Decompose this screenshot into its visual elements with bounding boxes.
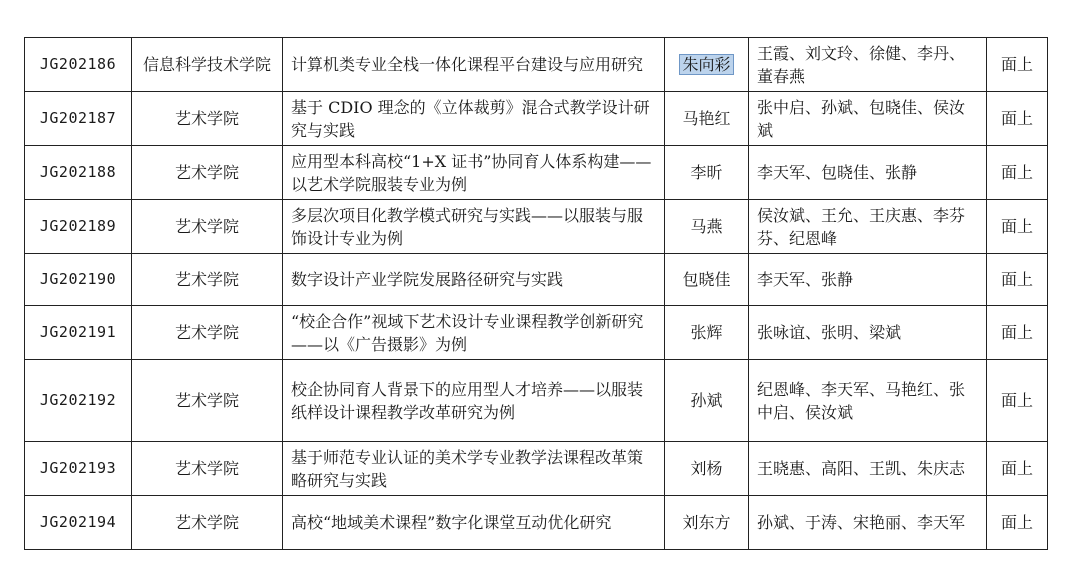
college-cell: 艺术学院 (132, 254, 283, 306)
project-title-cell: 多层次项目化教学模式研究与实践——以服装与服饰设计专业为例 (283, 200, 665, 254)
table-row (25, 92, 1048, 146)
leader-cell: 孙斌 (665, 360, 749, 442)
project-code-cell: JG202186 (25, 38, 132, 92)
project-code-cell: JG202188 (25, 146, 132, 200)
project-title-cell: 高校“地域美术课程”数字化课堂互动优化研究 (283, 496, 665, 550)
table-row (25, 146, 1048, 200)
project-title-cell: “校企合作”视域下艺术设计专业课程教学创新研究——以《广告摄影》为例 (283, 306, 665, 360)
table-row (25, 496, 1048, 550)
leader-cell: 马燕 (665, 200, 749, 254)
college-cell: 信息科学技术学院 (132, 38, 283, 92)
college-cell: 艺术学院 (132, 496, 283, 550)
project-title-cell: 数字设计产业学院发展路径研究与实践 (283, 254, 665, 306)
project-title-cell: 校企协同育人背景下的应用型人才培养——以服装纸样设计课程教学改革研究为例 (283, 360, 665, 442)
college-cell: 艺术学院 (132, 146, 283, 200)
project-type-cell: 面上 (987, 254, 1048, 306)
project-type-cell: 面上 (987, 496, 1048, 550)
project-type-cell: 面上 (987, 306, 1048, 360)
project-title-cell: 应用型本科高校“1+X 证书”协同育人体系构建——以艺术学院服装专业为例 (283, 146, 665, 200)
table-row (25, 442, 1048, 496)
project-type-cell: 面上 (987, 200, 1048, 254)
table-row (25, 360, 1048, 442)
project-code-cell: JG202189 (25, 200, 132, 254)
project-code-cell: JG202192 (25, 360, 132, 442)
project-table-body (25, 38, 1048, 550)
table-row (25, 306, 1048, 360)
table-row (25, 254, 1048, 306)
college-cell: 艺术学院 (132, 200, 283, 254)
project-type-cell: 面上 (987, 92, 1048, 146)
project-type-cell: 面上 (987, 360, 1048, 442)
project-type-cell: 面上 (987, 146, 1048, 200)
college-cell: 艺术学院 (132, 360, 283, 442)
members-cell: 李天军、张静 (749, 254, 987, 306)
project-code-cell: JG202193 (25, 442, 132, 496)
project-type-cell: 面上 (987, 442, 1048, 496)
members-cell: 李天军、包晓佳、张静 (749, 146, 987, 200)
members-cell: 张咏谊、张明、梁斌 (749, 306, 987, 360)
leader-cell: 马艳红 (665, 92, 749, 146)
members-cell: 王霞、刘文玲、徐健、李丹、董春燕 (749, 38, 987, 92)
project-title-cell: 计算机类专业全栈一体化课程平台建设与应用研究 (283, 38, 665, 92)
members-cell: 侯汝斌、王允、王庆惠、李芬芬、纪恩峰 (749, 200, 987, 254)
project-code-cell: JG202187 (25, 92, 132, 146)
members-cell: 张中启、孙斌、包晓佳、侯汝斌 (749, 92, 987, 146)
leader-cell: 张辉 (665, 306, 749, 360)
members-cell: 孙斌、于涛、宋艳丽、李天军 (749, 496, 987, 550)
leader-cell: 刘东方 (665, 496, 749, 550)
table-row (25, 38, 1048, 92)
college-cell: 艺术学院 (132, 92, 283, 146)
project-type-cell: 面上 (987, 38, 1048, 92)
project-title-cell: 基于师范专业认证的美术学专业教学法课程改革策略研究与实践 (283, 442, 665, 496)
project-code-cell: JG202194 (25, 496, 132, 550)
college-cell: 艺术学院 (132, 442, 283, 496)
leader-cell: 李昕 (665, 146, 749, 200)
project-code-cell: JG202191 (25, 306, 132, 360)
leader-cell: 刘杨 (665, 442, 749, 496)
project-table (24, 37, 1048, 550)
members-cell: 纪恩峰、李天军、马艳红、张中启、侯汝斌 (749, 360, 987, 442)
leader-cell (665, 38, 749, 92)
leader-cell: 包晓佳 (665, 254, 749, 306)
table-row (25, 200, 1048, 254)
project-code-cell: JG202190 (25, 254, 132, 306)
project-title-cell: 基于 CDIO 理念的《立体裁剪》混合式教学设计研究与实践 (283, 92, 665, 146)
members-cell: 王晓惠、高阳、王凯、朱庆志 (749, 442, 987, 496)
leader-name-highlighted[interactable]: 朱向彩 (682, 55, 731, 74)
college-cell: 艺术学院 (132, 306, 283, 360)
